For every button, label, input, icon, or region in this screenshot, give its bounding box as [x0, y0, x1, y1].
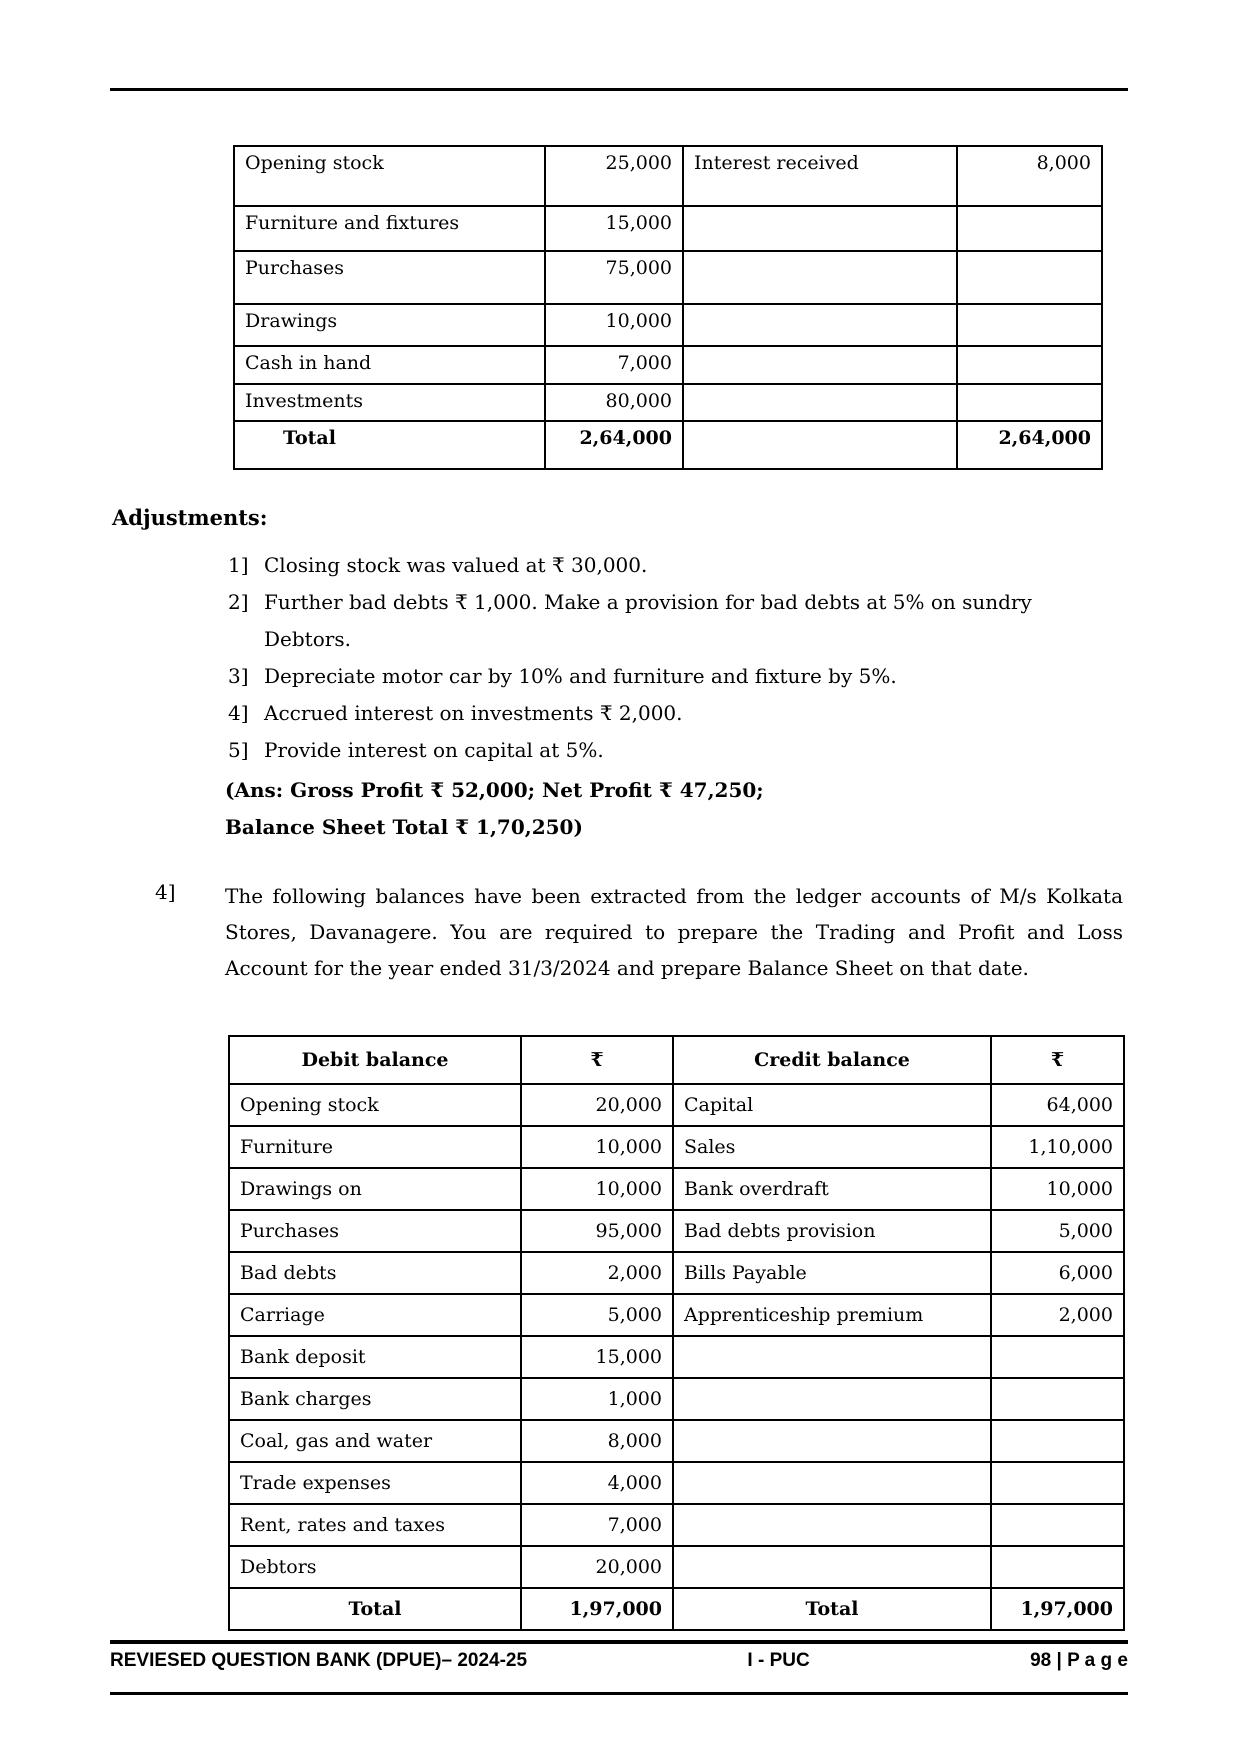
particulars-cell: Rent, rates and taxes [229, 1504, 521, 1546]
particulars-cell: Drawings on [229, 1168, 521, 1210]
list-item-number: 1] [228, 553, 249, 577]
amount-cell: 25,000 [545, 146, 683, 206]
column-header: Debit balance [229, 1036, 521, 1084]
particulars-cell: Furniture [229, 1126, 521, 1168]
amount-cell [991, 1546, 1124, 1588]
table-row [229, 1336, 1124, 1378]
footer-rule-bottom [110, 1692, 1128, 1695]
answer-block [225, 772, 1125, 846]
amount-cell: 1,10,000 [991, 1126, 1124, 1168]
table-row [229, 1420, 1124, 1462]
list-item-number: 5] [228, 738, 249, 762]
page-footer [110, 1650, 1128, 1672]
amount-cell: 8,000 [957, 146, 1102, 206]
particulars-cell: Sales [673, 1126, 991, 1168]
list-item-text: Depreciate motor car by 10% and furniture and fixture by 5%. [264, 664, 897, 688]
top-rule [110, 88, 1128, 91]
particulars-cell [683, 304, 957, 346]
particulars-cell [673, 1336, 991, 1378]
question-number: 4] [155, 880, 176, 904]
particulars-cell [683, 346, 957, 384]
list-item [228, 732, 1133, 769]
particulars-cell: Trade expenses [229, 1462, 521, 1504]
particulars-cell [683, 421, 957, 469]
particulars-cell: Debtors [229, 1546, 521, 1588]
table-row [234, 346, 1102, 384]
particulars-cell [673, 1546, 991, 1588]
table-row [229, 1210, 1124, 1252]
table-row [229, 1378, 1124, 1420]
amount-cell: 20,000 [521, 1084, 673, 1126]
list-item-number: 3] [228, 664, 249, 688]
question-text: The following balances have been extracted from the ledger accounts of M/s Kolkata Stores, Davanagere. You are required to prepare the Trading and Profit and Loss Account for the year ended 31/3/2024 and prepare Balance Sheet on that date. [225, 884, 1123, 980]
amount-cell: 7,000 [545, 346, 683, 384]
particulars-cell: Carriage [229, 1294, 521, 1336]
amount-cell [991, 1462, 1124, 1504]
particulars-cell: Capital [673, 1084, 991, 1126]
adjustments-heading: Adjustments: [112, 505, 268, 530]
particulars-cell [683, 384, 957, 421]
particulars-cell: Bad debts provision [673, 1210, 991, 1252]
table-row [229, 1084, 1124, 1126]
particulars-cell [673, 1504, 991, 1546]
particulars-cell: Coal, gas and water [229, 1420, 521, 1462]
table-row [229, 1252, 1124, 1294]
footer-left: REVIESED QUESTION BANK (DPUE)– 2024-25 [110, 1650, 528, 1671]
amount-cell [957, 384, 1102, 421]
table-row [234, 146, 1102, 206]
table-row [229, 1462, 1124, 1504]
particulars-cell: Furniture and fixtures [234, 206, 545, 251]
amount-cell: 8,000 [521, 1420, 673, 1462]
amount-cell: 10,000 [991, 1168, 1124, 1210]
amount-cell: 2,000 [991, 1294, 1124, 1336]
amount-cell [991, 1504, 1124, 1546]
particulars-cell: Bank charges [229, 1378, 521, 1420]
particulars-cell: Investments [234, 384, 545, 421]
particulars-cell: Purchases [229, 1210, 521, 1252]
answer-line-1: (Ans: Gross Profit ₹ 52,000; Net Profit ₹ 47,250; [225, 778, 764, 802]
total-amount-cell: 1,97,000 [521, 1588, 673, 1630]
list-item [228, 695, 1133, 732]
amount-cell: 10,000 [545, 304, 683, 346]
list-item-text: Accrued interest on investments ₹ 2,000. [264, 701, 683, 725]
table-row [229, 1168, 1124, 1210]
amount-cell: 15,000 [521, 1336, 673, 1378]
particulars-cell: Bank deposit [229, 1336, 521, 1378]
amount-cell: 95,000 [521, 1210, 673, 1252]
particulars-cell [683, 206, 957, 251]
amount-cell: 5,000 [521, 1294, 673, 1336]
ledger-balances-table [228, 1035, 1125, 1631]
amount-cell: 15,000 [545, 206, 683, 251]
amount-cell: 10,000 [521, 1168, 673, 1210]
list-item [228, 584, 1133, 658]
column-header: ₹ [991, 1036, 1124, 1084]
amount-cell [991, 1378, 1124, 1420]
list-item [228, 547, 1133, 584]
particulars-cell: Purchases [234, 251, 545, 304]
amount-cell [957, 251, 1102, 304]
amount-cell [957, 346, 1102, 384]
list-item-number: 2] [228, 590, 249, 614]
particulars-cell: Cash in hand [234, 346, 545, 384]
amount-cell [957, 206, 1102, 251]
adjustments-list [228, 547, 1133, 769]
list-item-text: Further bad debts ₹ 1,000. Make a provision for bad debts at 5% on sundry Debtors. [264, 590, 1032, 651]
particulars-cell: Apprenticeship premium [673, 1294, 991, 1336]
list-item-text: Provide interest on capital at 5%. [264, 738, 604, 762]
answer-line-2: Balance Sheet Total ₹ 1,70,250) [225, 815, 583, 839]
particulars-cell [673, 1462, 991, 1504]
total-label-cell: Total [673, 1588, 991, 1630]
amount-cell: 4,000 [521, 1462, 673, 1504]
amount-cell: 64,000 [991, 1084, 1124, 1126]
footer-page-number: 98 | P a g e [1030, 1650, 1128, 1671]
amount-cell: 80,000 [545, 384, 683, 421]
amount-cell: 20,000 [521, 1546, 673, 1588]
amount-cell: 10,000 [521, 1126, 673, 1168]
footer-center: I - PUC [747, 1650, 810, 1671]
total-label-cell: Total [234, 421, 545, 469]
total-amount-cell: 1,97,000 [991, 1588, 1124, 1630]
particulars-cell: Opening stock [229, 1084, 521, 1126]
particulars-cell [673, 1378, 991, 1420]
table-row [234, 304, 1102, 346]
table-row [234, 251, 1102, 304]
amount-cell: 7,000 [521, 1504, 673, 1546]
list-item-number: 4] [228, 701, 249, 725]
amount-cell: 2,000 [521, 1252, 673, 1294]
total-amount-cell: 2,64,000 [545, 421, 683, 469]
particulars-cell: Bad debts [229, 1252, 521, 1294]
particulars-cell: Opening stock [234, 146, 545, 206]
column-header: ₹ [521, 1036, 673, 1084]
total-amount-cell: 2,64,000 [957, 421, 1102, 469]
footer-rule-top [110, 1640, 1128, 1644]
list-item [228, 658, 1133, 695]
amount-cell [991, 1336, 1124, 1378]
trial-balance-continuation-table [233, 145, 1103, 470]
table-row [234, 384, 1102, 421]
particulars-cell: Drawings [234, 304, 545, 346]
total-label-cell: Total [229, 1588, 521, 1630]
amount-cell: 5,000 [991, 1210, 1124, 1252]
table-row [229, 1546, 1124, 1588]
amount-cell: 1,000 [521, 1378, 673, 1420]
table-row [234, 206, 1102, 251]
table-row [229, 1294, 1124, 1336]
amount-cell [957, 304, 1102, 346]
table-row [229, 1126, 1124, 1168]
particulars-cell: Interest received [683, 146, 957, 206]
column-header: Credit balance [673, 1036, 991, 1084]
header-row [229, 1036, 1124, 1084]
total-row [234, 421, 1102, 469]
list-item-text: Closing stock was valued at ₹ 30,000. [264, 553, 648, 577]
amount-cell [991, 1420, 1124, 1462]
table-row [229, 1504, 1124, 1546]
particulars-cell: Bills Payable [673, 1252, 991, 1294]
particulars-cell: Bank overdraft [673, 1168, 991, 1210]
particulars-cell [683, 251, 957, 304]
particulars-cell [673, 1420, 991, 1462]
amount-cell: 6,000 [991, 1252, 1124, 1294]
total-row [229, 1588, 1124, 1630]
amount-cell: 75,000 [545, 251, 683, 304]
